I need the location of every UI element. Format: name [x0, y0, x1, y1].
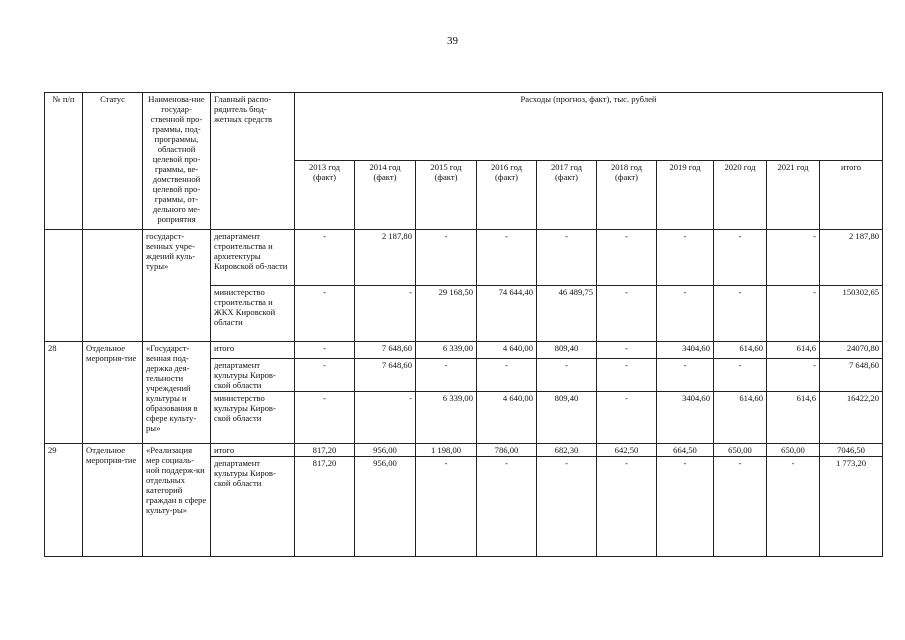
value-cell: - — [355, 392, 416, 444]
value-cell: 6 339,00 — [416, 342, 477, 359]
row-number: 29 — [45, 444, 83, 557]
value-cell: 7 648,60 — [355, 359, 416, 392]
row-executor: итого — [211, 342, 295, 359]
row-executor: итого — [211, 444, 295, 457]
value-cell: 1 198,00 — [416, 444, 477, 457]
row-number: 28 — [45, 342, 83, 444]
row-status — [83, 230, 143, 342]
value-cell: - — [295, 359, 355, 392]
value-cell: 4 640,00 — [477, 392, 537, 444]
total-cell: 150302,65 — [820, 286, 883, 342]
value-cell: - — [767, 286, 820, 342]
value-cell: 817,20 — [295, 457, 355, 557]
row-executor: департамент культуры Киров-ской области — [211, 457, 295, 557]
row-number — [45, 230, 83, 342]
value-cell: - — [767, 359, 820, 392]
header-year: 2017 год (факт) — [537, 161, 597, 230]
value-cell: - — [597, 342, 657, 359]
value-cell: 650,00 — [767, 444, 820, 457]
header-year: 2021 год — [767, 161, 820, 230]
header-row — [45, 93, 883, 161]
value-cell: 614,60 — [714, 392, 767, 444]
row-executor: министерство строительства и ЖКХ Кировской области — [211, 286, 295, 342]
table-row — [45, 342, 883, 359]
value-cell: - — [477, 359, 537, 392]
value-cell: - — [597, 359, 657, 392]
header-total: итого — [820, 161, 883, 230]
value-cell: 809,40 — [537, 342, 597, 359]
value-cell: 74 644,40 — [477, 286, 537, 342]
value-cell: - — [714, 359, 767, 392]
value-cell: 650,00 — [714, 444, 767, 457]
value-cell: 7 648,60 — [355, 342, 416, 359]
value-cell: - — [355, 286, 416, 342]
value-cell: - — [416, 230, 477, 286]
header-executor: Главный распо-рядитель бюд-жетных средств — [211, 93, 295, 230]
value-cell: 614,60 — [714, 342, 767, 359]
value-cell: 956,00 — [355, 444, 416, 457]
value-cell: 682,30 — [537, 444, 597, 457]
header-status: Статус — [83, 93, 143, 230]
header-year: 2019 год — [657, 161, 714, 230]
value-cell: - — [597, 286, 657, 342]
value-cell: 817,20 — [295, 444, 355, 457]
value-cell: - — [416, 359, 477, 392]
header-year: 2018 год (факт) — [597, 161, 657, 230]
total-cell: 2 187,80 — [820, 230, 883, 286]
value-cell: 614,6 — [767, 342, 820, 359]
value-cell: - — [714, 457, 767, 557]
value-cell: 3404,60 — [657, 342, 714, 359]
value-cell: - — [537, 230, 597, 286]
row-executor: департамент культуры Киров-ской области — [211, 359, 295, 392]
value-cell: - — [657, 457, 714, 557]
header-year: 2020 год — [714, 161, 767, 230]
table-row — [45, 230, 883, 286]
total-cell: 7 648,60 — [820, 359, 883, 392]
value-cell: - — [714, 230, 767, 286]
value-cell: 4 640,00 — [477, 342, 537, 359]
value-cell: 46 489,75 — [537, 286, 597, 342]
value-cell: - — [657, 230, 714, 286]
row-program-name: государст-венных учре-ждений куль-туры» — [143, 230, 211, 342]
value-cell: 29 168,50 — [416, 286, 477, 342]
total-cell: 1 773,20 — [820, 457, 883, 557]
budget-table — [44, 92, 883, 557]
value-cell: - — [295, 342, 355, 359]
value-cell: 664,50 — [657, 444, 714, 457]
total-cell: 24070,80 — [820, 342, 883, 359]
value-cell: - — [295, 392, 355, 444]
value-cell: - — [537, 359, 597, 392]
value-cell: 809,40 — [537, 392, 597, 444]
value-cell: 642,50 — [597, 444, 657, 457]
value-cell: 956,00 — [355, 457, 416, 557]
value-cell: - — [657, 359, 714, 392]
value-cell: - — [295, 230, 355, 286]
value-cell: - — [597, 457, 657, 557]
header-year: 2014 год (факт) — [355, 161, 416, 230]
row-program-name: «Государст-венная под-держка дея-тельности учреждений культуры и образования в сфере культу-ры» — [143, 342, 211, 444]
header-year: 2016 год (факт) — [477, 161, 537, 230]
row-program-name: «Реализация мер социаль-ной поддерж-ки отдельных категорий граждан в сфере культу-ры» — [143, 444, 211, 557]
value-cell: - — [537, 457, 597, 557]
header-year: 2013 год (факт) — [295, 161, 355, 230]
page-number: 39 — [447, 35, 458, 47]
value-cell: 3404,60 — [657, 392, 714, 444]
value-cell: 2 187,80 — [355, 230, 416, 286]
value-cell: - — [416, 457, 477, 557]
value-cell: 786,00 — [477, 444, 537, 457]
value-cell: - — [597, 230, 657, 286]
value-cell: - — [767, 230, 820, 286]
row-executor: министерство культуры Киров-ской области — [211, 392, 295, 444]
value-cell: - — [767, 457, 820, 557]
header-expenses: Расходы (прогноз, факт), тыс. рублей — [295, 93, 883, 161]
value-cell: - — [714, 286, 767, 342]
value-cell: - — [657, 286, 714, 342]
table-row — [45, 444, 883, 457]
row-status: Отдельное меропрня-тие — [83, 444, 143, 557]
header-program-name: Наименова-ние государ-ственной про-граммы, под-программы, областной целевой про-граммы, ве-домственной целевой про-граммы, от-дельного ме-роприятия — [143, 93, 211, 230]
header-number: № п/п — [45, 93, 83, 230]
value-cell: 614,6 — [767, 392, 820, 444]
header-year: 2015 год (факт) — [416, 161, 477, 230]
total-cell: 16422,20 — [820, 392, 883, 444]
value-cell: 6 339,00 — [416, 392, 477, 444]
row-status: Отдельное меропрня-тие — [83, 342, 143, 444]
value-cell: - — [477, 230, 537, 286]
row-executor: департамент строительства и архитектуры Кировской об-ласти — [211, 230, 295, 286]
total-cell: 7046,50 — [820, 444, 883, 457]
value-cell: - — [597, 392, 657, 444]
value-cell: - — [477, 457, 537, 557]
value-cell: - — [295, 286, 355, 342]
